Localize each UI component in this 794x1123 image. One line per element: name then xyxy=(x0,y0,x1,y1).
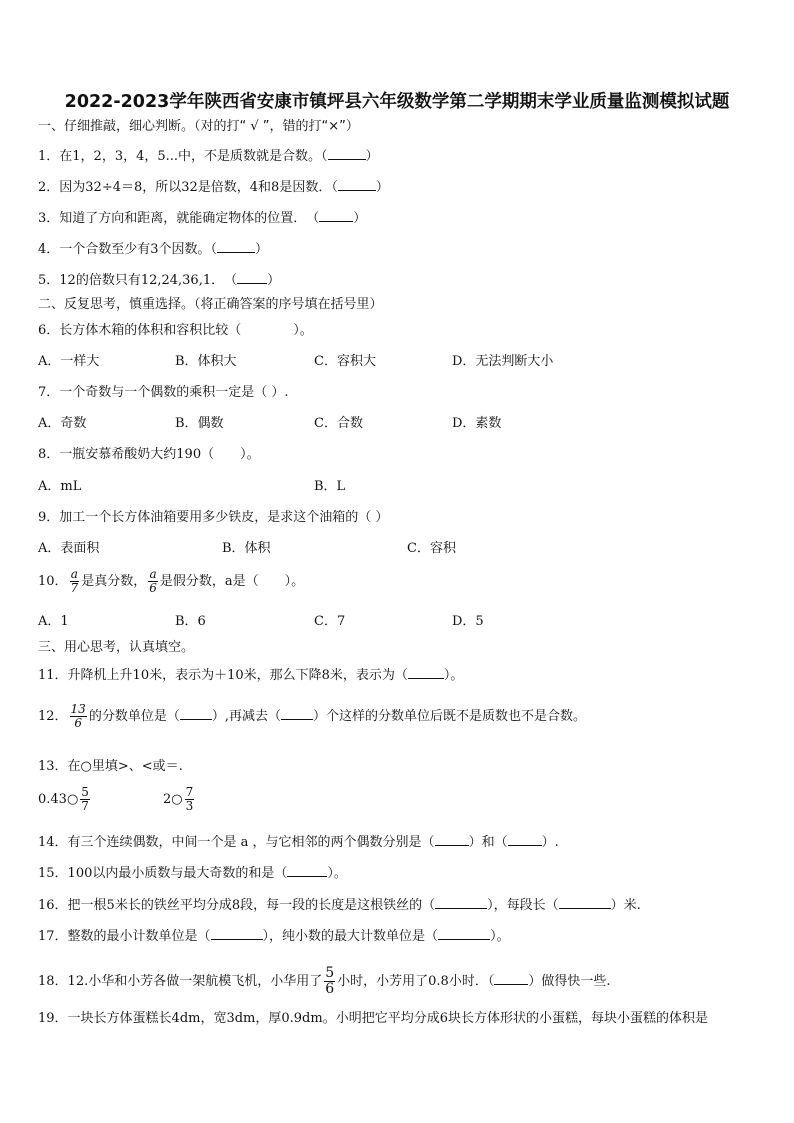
question-9-option-a[interactable]: A．表面积 xyxy=(38,541,100,556)
fraction-denominator: 7 xyxy=(70,581,79,595)
question-6-option-d[interactable]: D．无法判断大小 xyxy=(452,354,554,369)
question-14-text-2: ）和（ xyxy=(468,835,508,850)
question-18-text-2: 小时，小芳用了0.8小时．（ xyxy=(337,974,495,989)
question-7: 7．一个奇数与一个偶数的乘积一定是（ ）. xyxy=(38,385,289,400)
question-4 xyxy=(38,240,268,258)
question-3 xyxy=(38,209,366,227)
question-4-close: ） xyxy=(255,242,269,257)
fraction-5-over-6 xyxy=(324,966,335,997)
question-10-number: 10． xyxy=(38,574,68,589)
question-2 xyxy=(38,178,389,196)
question-17-close: ）。 xyxy=(490,929,510,944)
question-12-text-2: ）,再减去（ xyxy=(211,709,281,724)
section-1-heading: 一、仔细推敲，细心判断。（对的打“ √ ”，错的打“×”） xyxy=(38,119,359,134)
comparison-left: 2○ xyxy=(163,792,183,807)
question-7-option-a[interactable]: A．奇数 xyxy=(38,416,87,431)
question-8-option-b[interactable]: B．L xyxy=(314,479,346,494)
answer-blank[interactable] xyxy=(559,896,611,909)
fraction-denominator: 6 xyxy=(149,581,157,595)
question-13: 13．在○里填>、<或＝. xyxy=(38,759,183,774)
question-6: 6．长方体木箱的体积和容积比较（ ）。 xyxy=(38,323,313,338)
question-12-number: 12． xyxy=(38,709,68,724)
question-2-close: ） xyxy=(375,180,389,195)
question-15-close: ）。 xyxy=(327,866,347,881)
question-1-close: ） xyxy=(365,149,379,164)
fraction-numerator: 5 xyxy=(81,785,89,799)
question-12-text-1: 的分数单位是（ xyxy=(88,709,180,724)
question-3-close: ） xyxy=(353,211,367,226)
answer-blank[interactable] xyxy=(281,707,313,720)
question-9: 9．加工一个长方体油箱要用多少铁皮，是求这个油箱的（ ） xyxy=(38,510,389,525)
question-4-text: 4．一个合数至少有3个因数。（ xyxy=(38,242,218,257)
answer-blank[interactable] xyxy=(435,833,469,846)
answer-blank[interactable] xyxy=(508,833,542,846)
question-10-text-2: 是假分数，a是（ ）。 xyxy=(159,574,305,589)
question-10-option-d[interactable]: D．5 xyxy=(452,614,484,629)
question-7-option-d[interactable]: D．素数 xyxy=(452,416,502,431)
answer-blank[interactable] xyxy=(338,178,376,191)
question-5-text: 5．12的倍数只有12,24,36,1． （ xyxy=(38,273,238,288)
question-10 xyxy=(38,568,304,595)
answer-blank[interactable] xyxy=(494,972,528,985)
answer-blank[interactable] xyxy=(319,209,353,222)
fraction-5-over-7 xyxy=(80,786,90,813)
question-19: 19．一块长方体蛋糕长4dm，宽3dm，厚0.9dm。小明把它平均分成6块长方体形状的小蛋糕，每块小蛋糕的体积是 xyxy=(38,1011,708,1026)
question-17 xyxy=(38,927,510,945)
answer-blank[interactable] xyxy=(237,271,267,284)
answer-blank[interactable] xyxy=(217,240,255,253)
section-2-heading: 二、反复思考，慎重选择。（将正确答案的序号填在括号里） xyxy=(38,297,383,312)
question-10-option-c[interactable]: C．7 xyxy=(314,614,346,629)
answer-blank[interactable] xyxy=(211,927,263,940)
fraction-denominator: 6 xyxy=(74,716,82,730)
page-title: 2022-2023学年陕西省安康市镇坪县六年级数学第二学期期末学业质量监测模拟试题 xyxy=(64,92,730,112)
fraction-13-over-6 xyxy=(70,703,87,730)
question-8-option-a[interactable]: A．mL xyxy=(38,479,82,494)
question-17-text-2: ），纯小数的最大计数单位是（ xyxy=(262,929,439,944)
question-15-text: 15．100以内最小质数与最大奇数的和是（ xyxy=(38,866,288,881)
question-16-text: 16．把一根5米长的铁丝平均分成8段，每一段的长度是这根铁丝的（ xyxy=(38,898,436,913)
fraction-numerator: 13 xyxy=(70,702,86,716)
fraction-numerator: 5 xyxy=(325,965,335,981)
answer-blank[interactable] xyxy=(328,147,366,160)
question-10-option-b[interactable]: B．6 xyxy=(175,614,206,629)
question-18 xyxy=(38,966,610,997)
question-18-close: ）做得快一些. xyxy=(528,974,611,989)
question-13-item-2 xyxy=(163,786,196,813)
question-5 xyxy=(38,271,280,289)
fraction-denominator: 3 xyxy=(185,799,194,813)
question-11 xyxy=(38,666,463,684)
question-14 xyxy=(38,833,559,851)
answer-blank[interactable] xyxy=(180,707,212,720)
answer-blank[interactable] xyxy=(287,864,327,877)
question-3-text: 3．知道了方向和距离，就能确定物体的位置． （ xyxy=(38,211,320,226)
section-3-heading: 三、用心思考，认真填空。 xyxy=(38,640,195,655)
fraction-a-over-6 xyxy=(148,568,158,595)
fraction-denominator: 7 xyxy=(81,799,89,813)
question-8: 8．一瓶安慕希酸奶大约190（ ）。 xyxy=(38,447,260,462)
question-10-option-a[interactable]: A．1 xyxy=(38,614,69,629)
fraction-numerator: a xyxy=(70,567,78,581)
question-13-item-1 xyxy=(38,786,92,813)
answer-blank[interactable] xyxy=(408,666,444,679)
question-14-close: ）. xyxy=(541,835,559,850)
question-7-option-b[interactable]: B．偶数 xyxy=(175,416,224,431)
answer-blank[interactable] xyxy=(438,927,490,940)
question-14-text: 14．有三个连续偶数，中间一个是 a ，与它相邻的两个偶数分别是（ xyxy=(38,835,435,850)
question-5-close: ） xyxy=(267,273,281,288)
fraction-7-over-3 xyxy=(185,786,195,813)
question-12-text-3: ）个这样的分数单位后既不是质数也不是合数。 xyxy=(312,709,586,724)
question-17-text: 17．整数的最小计数单位是（ xyxy=(38,929,211,944)
question-11-close: ）。 xyxy=(443,668,464,683)
question-11-text: 11．升降机上升10米，表示为＋10米，那么下降8米，表示为（ xyxy=(38,668,408,683)
question-12 xyxy=(38,703,586,730)
question-10-text-1: 是真分数， xyxy=(81,574,147,589)
fraction-a-over-7 xyxy=(70,568,80,595)
question-1 xyxy=(38,147,379,165)
question-18-text: 18．12.小华和小芳各做一架航模飞机，小华用了 xyxy=(38,974,323,989)
question-16-text-2: ），每段长（ xyxy=(487,898,559,913)
question-1-text: 1．在1，2，3，4，5...中，不是质数就是合数。（ xyxy=(38,149,328,164)
question-6-option-a[interactable]: A．一样大 xyxy=(38,354,100,369)
question-7-option-c[interactable]: C．合数 xyxy=(314,416,363,431)
question-6-option-c[interactable]: C．容积大 xyxy=(314,354,376,369)
fraction-numerator: a xyxy=(149,567,157,581)
fraction-numerator: 7 xyxy=(185,785,194,799)
question-15 xyxy=(38,864,347,882)
question-2-text: 2．因为32÷4＝8，所以32是倍数，4和8是因数．（ xyxy=(38,180,338,195)
question-16-close: ）米. xyxy=(610,898,641,913)
fraction-denominator: 6 xyxy=(325,981,335,997)
question-9-option-c[interactable]: C．容积 xyxy=(407,541,456,556)
answer-blank[interactable] xyxy=(435,896,487,909)
question-16 xyxy=(38,896,641,914)
comparison-left: 0.43○ xyxy=(38,792,79,807)
question-6-option-b[interactable]: B．体积大 xyxy=(175,354,237,369)
question-9-option-b[interactable]: B．体积 xyxy=(222,541,271,556)
